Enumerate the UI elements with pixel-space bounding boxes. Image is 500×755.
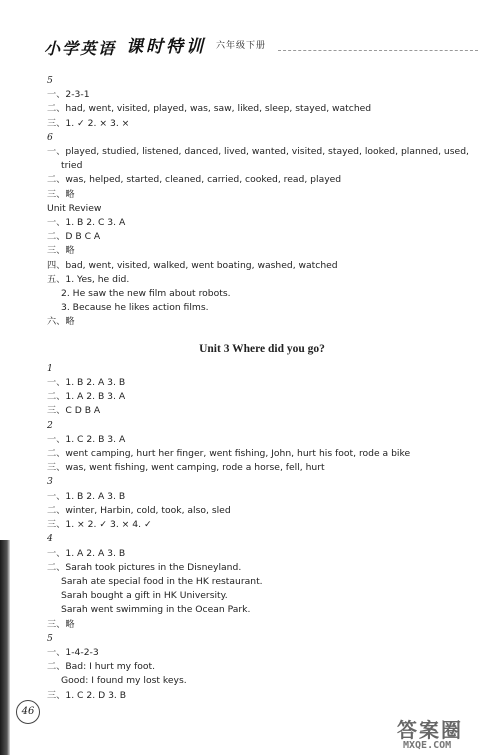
answer-content [47, 74, 477, 703]
previous-unit-answers [47, 74, 477, 330]
answer-line: Sarah went swimming in the Ocean Park. [61, 604, 251, 616]
answer-line: Sarah bought a gift in HK University. [61, 590, 228, 602]
answer-line: 三、略 [47, 618, 75, 630]
answer-line: 一、1. A 2. A 3. B [47, 547, 126, 559]
answer-line: 一、1-4-2-3 [47, 646, 99, 658]
answer-line: 一、1. B 2. C 3. A [47, 217, 126, 229]
page-number: 46 [16, 700, 40, 724]
section-number: 6 [47, 131, 53, 143]
series-title: 小学英语 [44, 39, 117, 58]
answer-line: 一、1. B 2. A 3. B [47, 490, 126, 502]
watermark [395, 714, 495, 754]
answer-line: 五、1. Yes, he did. [47, 273, 130, 285]
answer-line: 四、bad, went, visited, walked, went boating, washed, watched [47, 259, 338, 271]
watermark-logo: 答案圈 [397, 718, 463, 742]
answer-line: 二、Bad: I hurt my foot. [47, 661, 156, 673]
watermark-url: MXQE.COM [403, 740, 452, 751]
answer-line: 二、Sarah took pictures in the Disneyland. [47, 561, 242, 573]
answer-line: 二、D B C A [47, 231, 101, 243]
answer-line: 三、C D B A [47, 405, 101, 417]
answer-line: tried [61, 160, 83, 172]
answer-line: 六、略 [47, 316, 75, 328]
answer-line: 一、played, studied, listened, danced, lived, wanted, visited, stayed, looked, planned, used, [47, 146, 469, 158]
answer-line: 一、1. B 2. A 3. B [47, 377, 126, 389]
answer-line: 三、略 [47, 188, 75, 200]
answer-line: 一、1. C 2. B 3. A [47, 433, 126, 445]
answer-line: 2. He saw the new film about robots. [61, 288, 231, 300]
binding-edge-shadow [0, 540, 10, 755]
answer-line: 三、1. C 2. D 3. B [47, 689, 127, 701]
answer-line: Sarah ate special food in the HK restaurant. [61, 575, 263, 587]
answer-line: 三、略 [47, 245, 75, 257]
grade-label: 六年级下册 [216, 41, 267, 51]
answer-line: 三、1. ✓ 2. × 3. × [47, 117, 130, 129]
answer-line: 二、1. A 2. B 3. A [47, 391, 126, 403]
answer-line: 二、was, helped, started, cleaned, carried, cooked, read, played [47, 174, 342, 186]
unit-3-answers [47, 362, 477, 703]
section-number: 2 [47, 419, 53, 431]
answer-line: 3. Because he likes action films. [61, 302, 209, 314]
page-header [38, 30, 478, 70]
book-title: 课时特训 [126, 37, 206, 57]
answer-line: 二、had, went, visited, played, was, saw, liked, sleep, stayed, watched [47, 103, 372, 115]
answer-line: 一、2-3-1 [47, 89, 90, 101]
answer-line: 二、winter, Harbin, cold, took, also, sled [47, 504, 231, 516]
section-number: 5 [47, 75, 53, 86]
unit-title: Unit 3 Where did you go? [199, 342, 325, 355]
section-number: 5 [47, 632, 53, 644]
answer-line: 三、1. × 2. ✓ 3. × 4. ✓ [47, 519, 152, 531]
answer-line: Unit Review [47, 202, 102, 214]
answer-line: 二、went camping, hurt her finger, went fishing, John, hurt his foot, rode a bike [47, 448, 411, 460]
section-number: 3 [47, 476, 53, 488]
answer-line: 三、was, went fishing, went camping, rode a horse, fell, hurt [47, 462, 325, 474]
section-number: 4 [47, 533, 53, 545]
section-number: 1 [47, 362, 53, 374]
header-rule [278, 50, 478, 51]
answer-line: Good: I found my lost keys. [61, 675, 187, 687]
